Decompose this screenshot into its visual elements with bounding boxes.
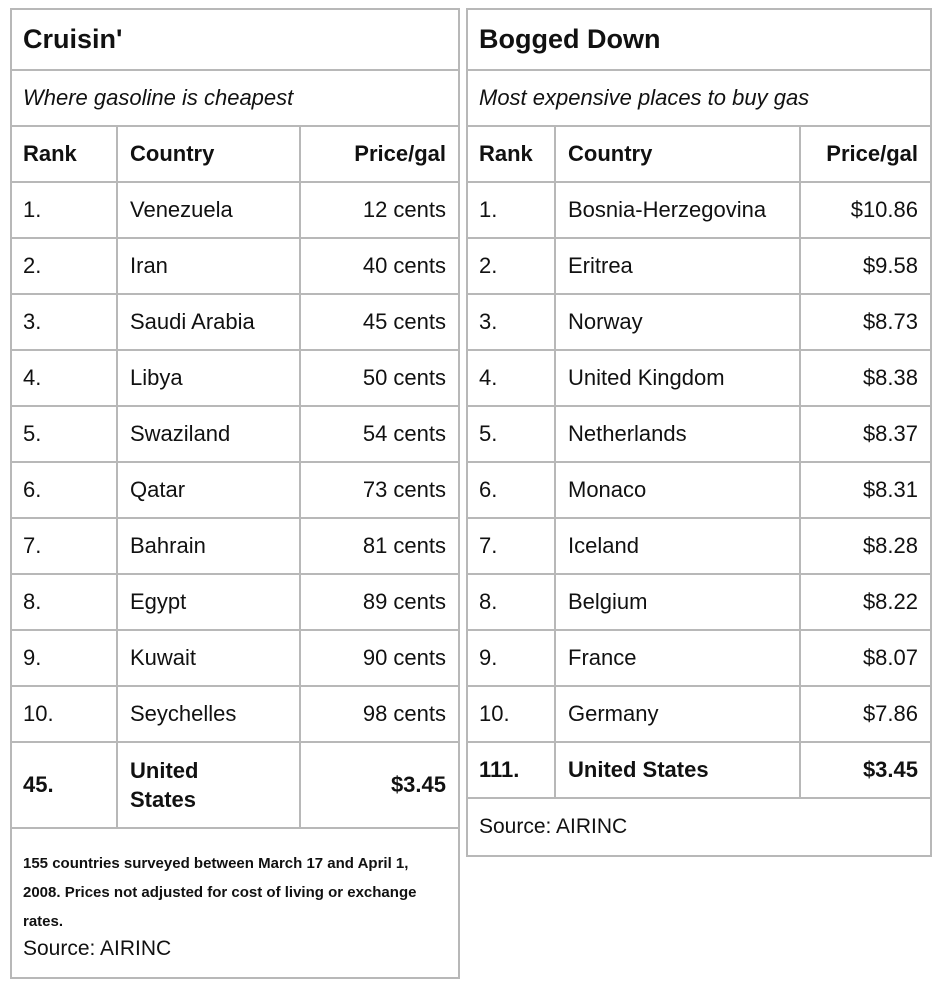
table-cell-country: Eritrea [554,239,799,293]
table-cell-country: Netherlands [554,407,799,461]
table-cell-rank: 2. [23,253,42,278]
header-rank: Rank [479,141,533,166]
table-cell-country: United States [554,743,799,797]
table-row [12,295,458,351]
table-cell-price: 81 cents [299,519,458,573]
table-cell-rank: 45. [23,772,54,797]
table-cell-rank: 4. [23,365,42,390]
table-cell-price: 54 cents [299,407,458,461]
table-cell-country: Monaco [554,463,799,517]
expensive-table-us-row [468,743,930,799]
table-cell-country: Norway [554,295,799,349]
table-cell-price: $8.31 [799,463,930,517]
table-cell-country: Egypt [116,575,299,629]
table-cell-price: 45 cents [299,295,458,349]
table-row [12,463,458,519]
table-cell-price: 12 cents [299,183,458,237]
table-cell-rank: 2. [479,253,498,278]
cheapest-table-subtitle: Where gasoline is cheapest [12,71,458,127]
table-cell-country: Kuwait [116,631,299,685]
table-cell-rank: 7. [23,533,42,558]
table-cell-country: Bosnia-Herzegovina [554,183,799,237]
table-row [12,687,458,743]
table-cell-country: Venezuela [116,183,299,237]
table-row [12,631,458,687]
expensive-gas-table [466,8,932,857]
table-cell-rank: 5. [479,421,498,446]
table-row [12,519,458,575]
table-cell-rank: 8. [479,589,498,614]
table-cell-country: Belgium [554,575,799,629]
table-cell-price: $8.22 [799,575,930,629]
table-cell-price: 98 cents [299,687,458,741]
table-cell-country: Iceland [554,519,799,573]
cheapest-table-title: Cruisin' [12,10,458,71]
table-row [12,183,458,239]
table-cell-rank: 6. [479,477,498,502]
table-cell-rank: 8. [23,589,42,614]
table-cell-country: Germany [554,687,799,741]
table-cell-country: Iran [116,239,299,293]
header-country: Country [554,127,799,181]
cheapest-table-us-row [12,743,458,829]
table-cell-country: Libya [116,351,299,405]
table-cell-price: $10.86 [799,183,930,237]
header-price: Price/gal [799,127,930,181]
expensive-table-header-row [468,127,930,183]
cheapest-table-header-row [12,127,458,183]
table-cell-price: $9.58 [799,239,930,293]
table-cell-rank: 111. [479,757,520,782]
table-cell-rank: 10. [479,701,510,726]
table-cell-price: 90 cents [299,631,458,685]
source-credit: Source: AIRINC [23,937,172,960]
table-cell-rank: 1. [23,197,42,222]
table-row [12,239,458,295]
table-cell-price: $8.38 [799,351,930,405]
table-cell-country: Seychelles [116,687,299,741]
cheapest-gas-table [10,8,460,979]
table-cell-price: $3.45 [299,743,458,827]
table-cell-country: France [554,631,799,685]
table-cell-rank: 3. [479,309,498,334]
us-country-line1: United [130,758,199,783]
table-row [468,463,930,519]
table-cell-country: Swaziland [116,407,299,461]
table-row [468,631,930,687]
table-row [468,519,930,575]
table-cell-rank: 4. [479,365,498,390]
table-cell-price: 40 cents [299,239,458,293]
header-rank: Rank [23,141,77,166]
table-cell-price: $8.07 [799,631,930,685]
table-cell-price: 73 cents [299,463,458,517]
table-cell-price: 50 cents [299,351,458,405]
table-cell-country: United Kingdom [554,351,799,405]
table-cell-country [116,743,299,827]
table-cell-price: $8.37 [799,407,930,461]
table-cell-country: Bahrain [116,519,299,573]
table-cell-price: $8.28 [799,519,930,573]
header-price: Price/gal [299,127,458,181]
table-cell-rank: 9. [479,645,498,670]
table-row [468,687,930,743]
survey-footnote [12,829,458,977]
table-row [468,239,930,295]
table-row [468,295,930,351]
table-cell-rank: 6. [23,477,42,502]
table-row [12,351,458,407]
table-row [12,407,458,463]
table-cell-rank: 5. [23,421,42,446]
source-credit: Source: AIRINC [479,815,628,838]
table-row [468,575,930,631]
table-cell-price: $7.86 [799,687,930,741]
expensive-table-title: Bogged Down [468,10,930,71]
us-country-line2: States [130,787,197,812]
expensive-table-subtitle: Most expensive places to buy gas [468,71,930,127]
header-country: Country [116,127,299,181]
table-row [468,407,930,463]
table-row [12,575,458,631]
table-cell-rank: 9. [23,645,42,670]
table-cell-rank: 3. [23,309,42,334]
survey-note-text: 155 countries surveyed between March 17 and April 1, 2008. Prices not adjusted for cost of living or exchange rates. [23,855,417,930]
table-cell-rank: 7. [479,533,498,558]
table-cell-price: $8.73 [799,295,930,349]
table-cell-rank: 10. [23,701,54,726]
table-cell-rank: 1. [479,197,498,222]
table-cell-price: 89 cents [299,575,458,629]
table-cell-country: Qatar [116,463,299,517]
table-cell-price: $3.45 [799,743,930,797]
table-row [468,183,930,239]
table-row [468,351,930,407]
table-cell-country: Saudi Arabia [116,295,299,349]
